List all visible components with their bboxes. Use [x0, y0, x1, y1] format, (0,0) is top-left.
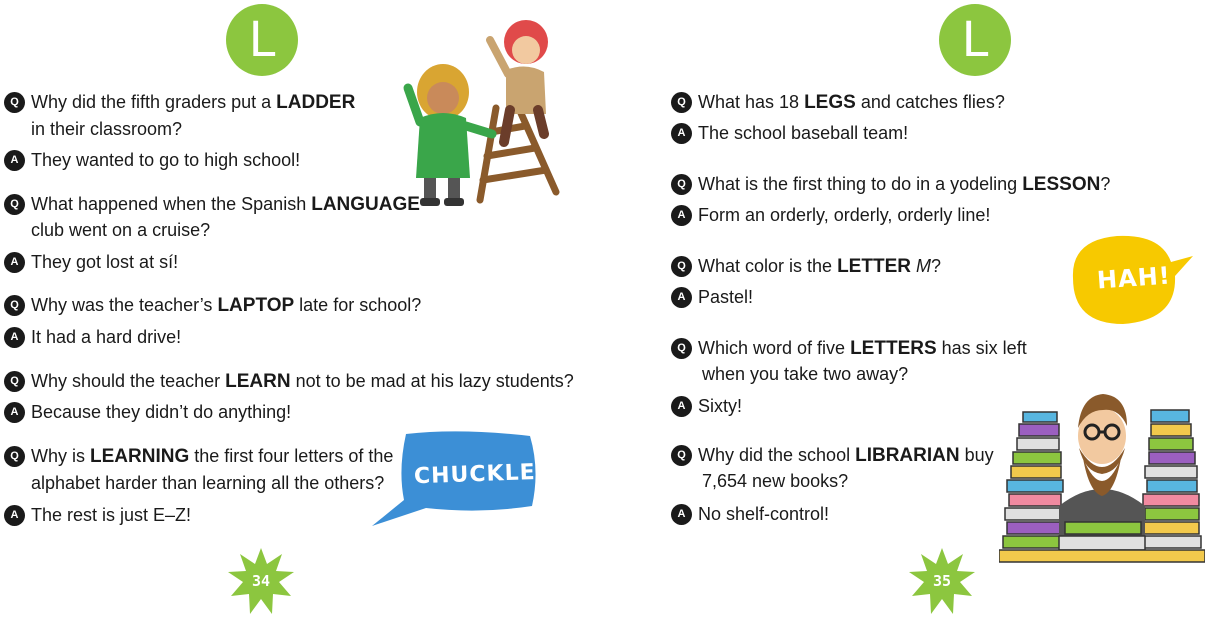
question-icon: Q [4, 446, 25, 467]
question-text: Which word of five [698, 338, 846, 358]
answer-text: Because they didn’t do anything! [31, 402, 292, 422]
page-number: 34 [251, 572, 271, 590]
question-icon: Q [4, 194, 25, 215]
question-line [4, 191, 420, 218]
page-number: 35 [932, 572, 952, 590]
question-line [4, 89, 355, 116]
keyword: LANGUAGE [311, 194, 420, 215]
question-continuation [31, 470, 384, 497]
answer-line [671, 120, 908, 147]
question-text: alphabet harder than learning all the others? [31, 473, 385, 493]
answer-line [4, 399, 291, 426]
answer-icon: A [4, 505, 25, 526]
answer-text: Sixty! [698, 396, 743, 416]
answer-icon: A [4, 252, 25, 273]
question-icon: Q [4, 371, 25, 392]
question-line [671, 171, 1110, 198]
answer-icon: A [4, 150, 25, 171]
question-text: ? [1100, 174, 1111, 194]
question-icon: Q [671, 338, 692, 359]
keyword: LETTERS [850, 338, 937, 359]
answer-line [4, 324, 181, 351]
question-text: What happened when the Spanish [31, 194, 307, 214]
answer-text: No shelf-control! [698, 504, 830, 524]
answer-icon: A [671, 205, 692, 226]
answer-icon: A [671, 504, 692, 525]
question-text: 7,654 new books? [702, 471, 849, 491]
question-icon: Q [4, 295, 25, 316]
librarian-books-illustration [999, 386, 1205, 564]
keyword: LEARN [225, 371, 291, 392]
question-text: What color is the [698, 256, 833, 276]
answer-icon: A [4, 402, 25, 423]
question-text: late for school? [299, 295, 422, 315]
kids-ladder-illustration [398, 10, 568, 208]
question-line [671, 335, 1027, 362]
question-icon: Q [671, 174, 692, 195]
answer-icon: A [4, 327, 25, 348]
letter-badge: L [939, 4, 1011, 76]
question-line [671, 89, 1005, 116]
question-text-italic: M [915, 256, 931, 276]
question-text: What is the first thing to do in a yodeling [698, 174, 1018, 194]
letter-badge: L [226, 4, 298, 76]
bubble-text: CHUCKLE! [413, 459, 548, 490]
answer-line [671, 202, 990, 229]
question-line [671, 253, 941, 280]
keyword: LADDER [276, 92, 356, 113]
answer-line [4, 502, 191, 529]
question-text: ? [930, 256, 941, 276]
answer-text: They got lost at sí! [31, 252, 179, 272]
question-continuation [31, 116, 182, 143]
question-continuation [702, 468, 848, 495]
hah-speech-bubble [1065, 232, 1195, 328]
question-line [671, 442, 994, 469]
chuckle-speech-bubble [370, 430, 548, 530]
answer-line [4, 249, 178, 276]
question-icon: Q [671, 92, 692, 113]
answer-line [671, 284, 753, 311]
question-text: Why did the fifth graders put a [31, 92, 272, 112]
question-continuation [702, 361, 908, 388]
answer-text: The rest is just E–Z! [31, 505, 192, 525]
bubble-text: HAH! [1096, 261, 1172, 295]
answer-text: They wanted to go to high school! [31, 150, 301, 170]
answer-text: Pastel! [698, 287, 754, 307]
answer-text: It had a hard drive! [31, 327, 182, 347]
question-text: buy [964, 445, 994, 465]
answer-text: Form an orderly, orderly, orderly line! [698, 205, 991, 225]
answer-icon: A [671, 396, 692, 417]
answer-line [671, 501, 829, 528]
question-text: the first four letters of the [194, 446, 394, 466]
answer-line [671, 393, 742, 420]
answer-icon: A [671, 123, 692, 144]
keyword: LAPTOP [217, 295, 295, 316]
page-number-badge [228, 548, 294, 614]
question-line [4, 292, 421, 319]
page-number-badge [909, 548, 975, 614]
answer-text: The school baseball team! [698, 123, 909, 143]
question-line [4, 443, 393, 470]
question-text: Why was the teacher’s [31, 295, 213, 315]
question-text: not to be mad at his lazy students? [295, 371, 574, 391]
keyword: LIBRARIAN [855, 445, 960, 466]
keyword: LETTER [837, 256, 911, 277]
question-text: in their classroom? [31, 119, 183, 139]
answer-icon: A [671, 287, 692, 308]
question-icon: Q [671, 445, 692, 466]
answer-line [4, 147, 300, 174]
question-text: has six left [941, 338, 1027, 358]
question-continuation [31, 217, 210, 244]
question-text: and catches flies? [860, 92, 1005, 112]
keyword: LEARNING [90, 446, 190, 467]
question-text: club went on a cruise? [31, 220, 211, 240]
question-text: when you take two away? [702, 364, 909, 384]
keyword: LESSON [1022, 174, 1101, 195]
question-line [4, 368, 574, 395]
question-text: What has 18 [698, 92, 800, 112]
question-icon: Q [4, 92, 25, 113]
right-page [607, 0, 1214, 618]
question-text: Why is [31, 446, 85, 466]
question-text: Why did the school [698, 445, 851, 465]
keyword: LEGS [804, 92, 856, 113]
question-text: Why should the teacher [31, 371, 221, 391]
question-icon: Q [671, 256, 692, 277]
